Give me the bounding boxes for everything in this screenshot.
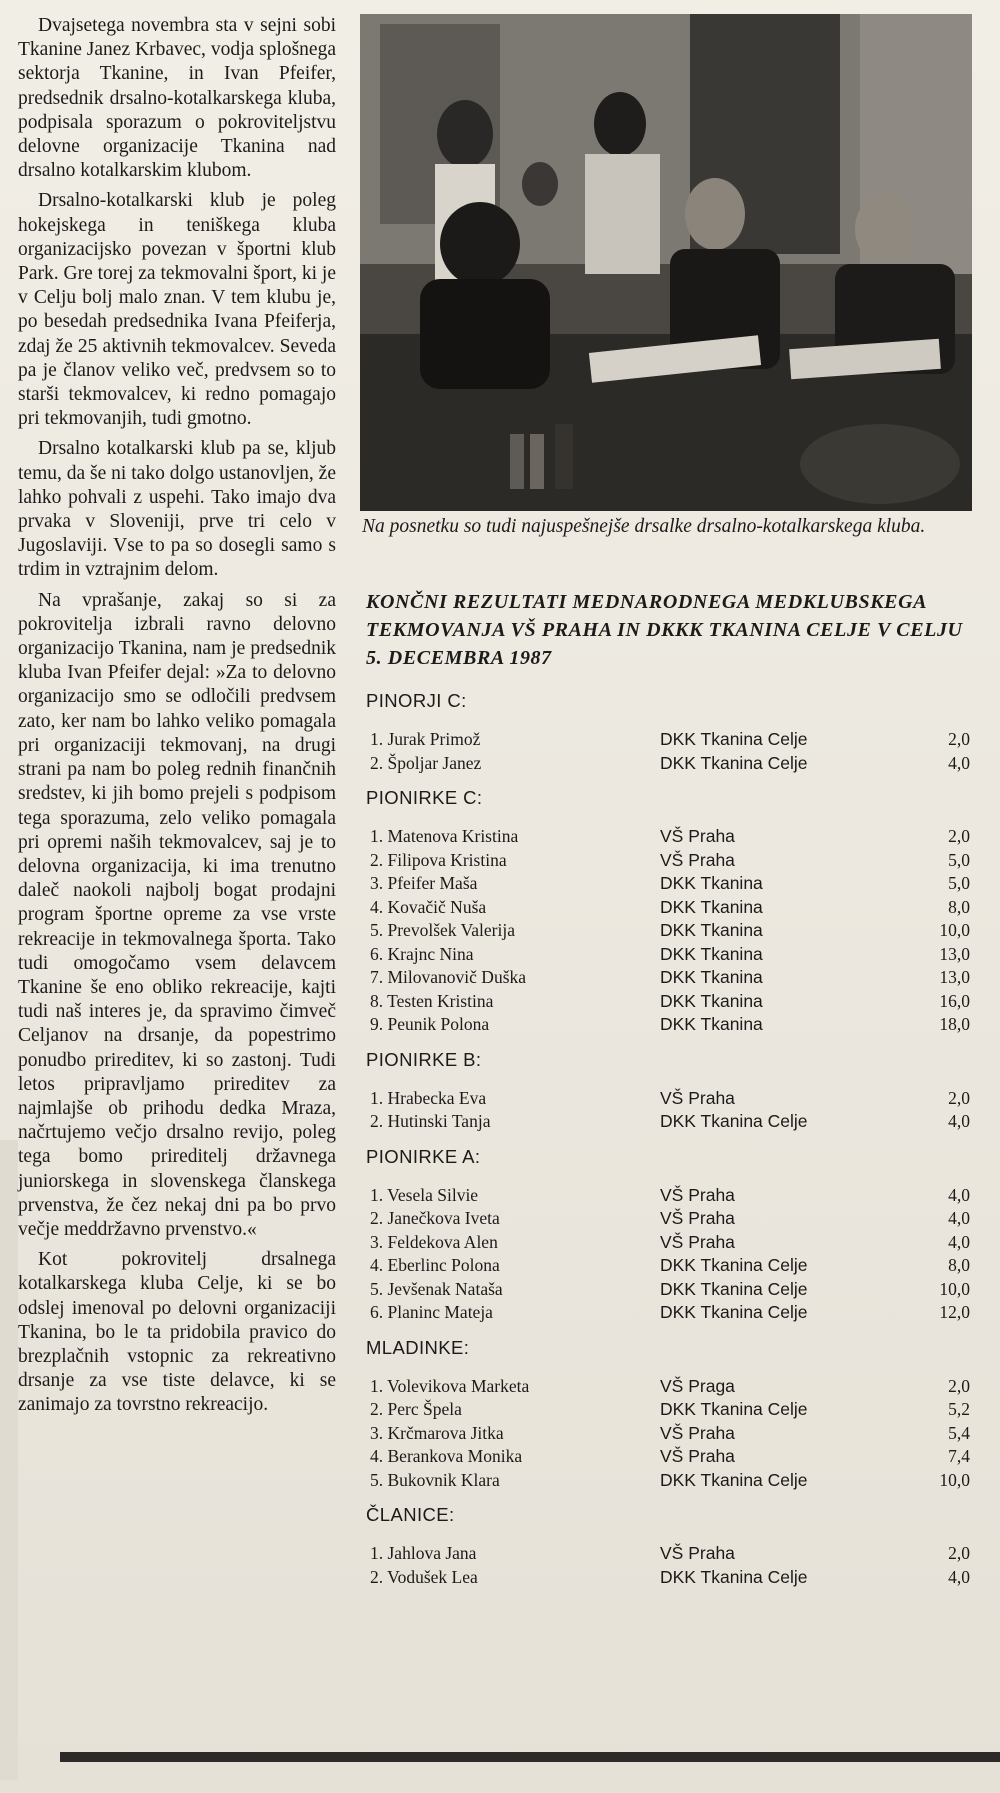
section-title: PIONIRKE A: xyxy=(366,1145,481,1167)
result-name: 2. Špoljar Janez xyxy=(370,752,482,773)
article-paragraph: Na vprašanje, zakaj so si za pokrovitelja izbrali ravno delovno organizacijo Tkanina, nam je predsednik kluba Ivan Pfeifer dejal: »Za to delovno organizacijo smo se odločili predvsem zato, ker nam bo lahko veliko pomagala pri organizaciji tekmovanj, na drugi strani pa nam bo poleg rednih finančnih sredstev, ki jih bomo prejeli s podpisom tega sporazuma, zelo veliko pomagala pri opremi naših tekmovalcev, saj je to delovna organizacija, ki ima trenutno daleč naokoli najbolj bogat prodajni program športne opreme za vse vrste rekreacije in tekmovalnega športa. Tako tudi omogočamo vsem delavcem Tkanine še eno obliko rekreacije, kajti tudi naš interes je, da spravimo čimveč Celjanov na drsanje, da popestrimo ponudbo prireditev, ki so zastonj. Tudi letos pripravljamo prireditev za najmlajše ob prihodu dedka Mraza, načrtujemo večjo drsalno revijo, poleg tega bomo prireditelj državnega juniorskega in slovenskega članskega prvenstva, že čez nekaj dni pa bo prvo večje meddržavno prvenstvo.« xyxy=(18,589,336,1240)
result-row xyxy=(366,896,978,920)
result-name: 2. Hutinski Tanja xyxy=(370,1111,491,1131)
result-name: 2. Perc Špela xyxy=(370,1399,462,1419)
section-title: ČLANICE: xyxy=(366,1504,455,1525)
result-row xyxy=(366,825,978,849)
result-row xyxy=(366,1278,978,1302)
result-score: 2,0 xyxy=(948,1543,970,1563)
result-row xyxy=(366,1184,978,1208)
result-score: 2,0 xyxy=(948,1375,970,1396)
result-club: VŠ Praha xyxy=(660,849,735,870)
result-club: DKK Tkanina Celje xyxy=(660,1278,808,1299)
result-row xyxy=(366,1231,978,1255)
result-score: 10,0 xyxy=(939,1469,970,1490)
result-name: 6. Krajnc Nina xyxy=(370,943,474,964)
result-row xyxy=(366,728,978,752)
result-club: DKK Tkanina Celje xyxy=(660,1399,808,1419)
section-title: MLADINKE: xyxy=(366,1336,470,1358)
result-name: 8. Testen Kristina xyxy=(370,990,494,1011)
result-club: DKK Tkanina xyxy=(660,873,763,893)
bottom-rule xyxy=(60,1752,1000,1762)
result-row xyxy=(366,1301,978,1325)
result-row xyxy=(366,872,978,896)
result-name: 5. Prevolšek Valerija xyxy=(370,920,515,940)
result-score: 7,4 xyxy=(948,1446,970,1466)
results-section xyxy=(366,690,978,775)
result-name: 1. Hrabecka Eva xyxy=(370,1087,487,1108)
result-name: 3. Pfeifer Maša xyxy=(370,873,478,893)
result-name: 4. Berankova Monika xyxy=(370,1446,523,1466)
result-name: 9. Peunik Polona xyxy=(370,1014,490,1034)
result-row xyxy=(366,919,978,943)
results-section xyxy=(366,1049,978,1134)
result-row xyxy=(366,1469,978,1493)
photo-illustration xyxy=(360,14,972,511)
result-score: 13,0 xyxy=(939,943,970,964)
result-name: 1. Volevikova Marketa xyxy=(370,1375,530,1396)
result-club: DKK Tkanina Celje xyxy=(660,1302,808,1322)
result-row xyxy=(366,1566,978,1590)
result-row xyxy=(366,849,978,873)
result-score: 4,0 xyxy=(948,752,970,773)
result-row xyxy=(366,1254,978,1278)
result-club: VŠ Praha xyxy=(660,1087,735,1108)
result-club: VŠ Praha xyxy=(660,826,735,846)
results-list xyxy=(366,690,978,1601)
result-name: 1. Jahlova Jana xyxy=(370,1543,477,1563)
result-row xyxy=(366,990,978,1014)
results-section xyxy=(366,787,978,1037)
result-name: 2. Janečkova Iveta xyxy=(370,1208,500,1228)
result-row xyxy=(366,1013,978,1037)
result-row xyxy=(366,752,978,776)
result-score: 2,0 xyxy=(948,826,970,846)
result-club: DKK Tkanina xyxy=(660,967,763,987)
result-club: VŠ Praha xyxy=(660,1231,735,1252)
result-name: 5. Jevšenak Nataša xyxy=(370,1278,503,1299)
result-club: DKK Tkanina Celje xyxy=(660,752,808,773)
article-paragraph: Kot pokrovitelj drsalnega kotalkarskega kluba Celje, ki se bo odslej imenoval po delovni organizaciji Tkanina, bo le ta pridobila pravico do brezplačnih vstopnic za rekreativno drsanje za vse tiste delavce, ki se zanimajo za tovrstno rekreacijo. xyxy=(18,1249,336,1416)
result-club: VŠ Praha xyxy=(660,1184,735,1205)
section-title: PIONIRKE B: xyxy=(366,1048,482,1070)
result-name: 3. Krčmarova Jitka xyxy=(370,1422,504,1443)
results-section xyxy=(366,1504,978,1589)
result-row xyxy=(366,1398,978,1422)
result-row xyxy=(366,1375,978,1399)
result-name: 7. Milovanovič Duška xyxy=(370,967,527,987)
result-name: 5. Bukovnik Klara xyxy=(370,1469,500,1490)
result-club: VŠ Praha xyxy=(660,1446,735,1466)
result-club: DKK Tkanina Celje xyxy=(660,1255,808,1275)
result-row xyxy=(366,1445,978,1469)
result-row xyxy=(366,1542,978,1566)
result-name: 4. Kovačič Nuša xyxy=(370,896,487,917)
result-score: 16,0 xyxy=(939,990,970,1011)
article-column xyxy=(18,14,336,1424)
result-row xyxy=(366,1422,978,1446)
results-title: KONČNI REZULTATI MEDNARODNEGA MEDKLUBSKEGA TEKMOVANJA VŠ PRAHA IN DKKK TKANINA CELJE V CELJU 5. DECEMBRA 1987 xyxy=(366,591,963,669)
result-club: DKK Tkanina Celje xyxy=(660,729,808,749)
section-title: PINORJI C: xyxy=(366,690,467,711)
result-club: DKK Tkanina xyxy=(660,896,763,917)
result-score: 8,0 xyxy=(948,1255,970,1275)
result-club: DKK Tkanina Celje xyxy=(660,1566,808,1587)
result-club: DKK Tkanina Celje xyxy=(660,1111,808,1131)
result-score: 4,0 xyxy=(948,1111,970,1131)
result-club: DKK Tkanina xyxy=(660,1014,763,1034)
result-club: VŠ Praga xyxy=(660,1375,735,1396)
article-paragraph: Dvajsetega novembra sta v sejni sobi Tkanine Janez Krbavec, vodja splošnega sektorja Tkanine, in Ivan Pfeifer, predsednik drsalno-kotalkarskega kluba, podpisala sporazum o pokroviteljstvu delovne organizacije Tkanina nad drsalno kotalkarskim klubom. xyxy=(18,15,336,182)
result-name: 1. Jurak Primož xyxy=(370,729,481,749)
result-score: 2,0 xyxy=(948,1087,970,1108)
result-club: DKK Tkanina Celje xyxy=(660,1469,808,1490)
result-row xyxy=(366,1087,978,1111)
result-score: 10,0 xyxy=(939,1278,970,1299)
result-score: 8,0 xyxy=(948,896,970,917)
results-section xyxy=(366,1146,978,1325)
result-score: 18,0 xyxy=(939,1014,970,1034)
result-score: 2,0 xyxy=(948,729,970,749)
result-club: DKK Tkanina xyxy=(660,990,763,1011)
result-score: 5,2 xyxy=(948,1399,970,1419)
result-name: 1. Vesela Silvie xyxy=(370,1184,479,1205)
result-score: 4,0 xyxy=(948,1184,970,1205)
result-club: VŠ Praha xyxy=(660,1208,735,1228)
result-name: 1. Matenova Kristina xyxy=(370,826,519,846)
result-score: 5,0 xyxy=(948,849,970,870)
result-name: 2. Vodušek Lea xyxy=(370,1566,478,1587)
torn-edge xyxy=(0,1140,18,1780)
result-score: 4,0 xyxy=(948,1566,970,1587)
result-row xyxy=(366,1207,978,1231)
result-row xyxy=(366,943,978,967)
result-club: VŠ Praha xyxy=(660,1422,735,1443)
result-score: 4,0 xyxy=(948,1208,970,1228)
result-row xyxy=(366,966,978,990)
section-title: PIONIRKE C: xyxy=(366,787,483,808)
result-name: 4. Eberlinc Polona xyxy=(370,1255,500,1275)
result-name: 2. Filipova Kristina xyxy=(370,849,507,870)
signing-photo xyxy=(360,14,972,511)
result-score: 12,0 xyxy=(939,1302,970,1322)
article-paragraph: Drsalno-kotalkarski klub je poleg hokejskega in teniškega kluba organizacijsko povezan v športni klub Park. Gre torej za tekmovalni šport, ki je v Celju bolj malo znan. V tem klubu je, po besedah predsednika Ivana Pfeiferja, zdaj že 25 aktivnih tekmovalcev. Seveda pa je članov veliko več, predvsem so to starši tekmovalcev, ki redno pomagajo pri tekmovanjih, tudi gmotno. xyxy=(18,190,336,430)
result-club: DKK Tkanina xyxy=(660,920,763,940)
results-section xyxy=(366,1337,978,1493)
result-score: 5,4 xyxy=(948,1422,970,1443)
result-row xyxy=(366,1110,978,1134)
photo-caption: Na posnetku so tudi najuspešnejše drsalke drsalno-kotalkarskega kluba. xyxy=(362,516,926,537)
result-score: 10,0 xyxy=(939,920,970,940)
result-score: 5,0 xyxy=(948,873,970,893)
result-club: DKK Tkanina xyxy=(660,943,763,964)
result-score: 13,0 xyxy=(939,967,970,987)
result-club: VŠ Praha xyxy=(660,1543,735,1563)
result-name: 3. Feldekova Alen xyxy=(370,1231,498,1252)
result-score: 4,0 xyxy=(948,1231,970,1252)
article-paragraph: Drsalno kotalkarski klub pa se, kljub temu, da še ni tako dolgo ustanovljen, že lahko pohvali z uspehi. Tako imajo dva prvaka v Sloveniji, prve tri celo v Jugoslaviji. Vse to pa so dosegli samo s trdim in vztrajnim delom. xyxy=(18,438,336,581)
result-name: 6. Planinc Mateja xyxy=(370,1302,493,1322)
